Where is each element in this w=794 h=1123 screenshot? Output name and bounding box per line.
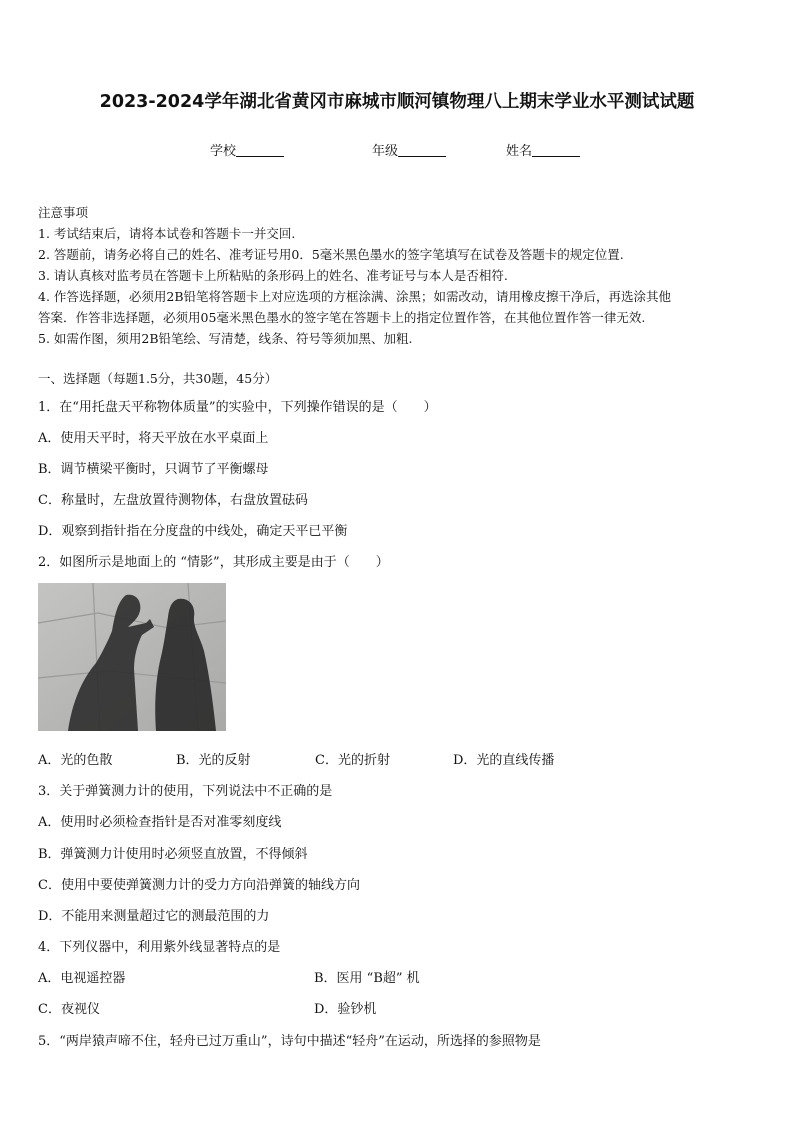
question-2-option-c[interactable]: C．光的折射 [315, 753, 390, 768]
shadow-photo-image [38, 583, 226, 731]
exam-title: 2023-2024学年湖北省黄冈市麻城市顺河镇物理八上期末学业水平测试试题 [99, 92, 695, 112]
note-item: 5. 如需作图，须用2B铅笔绘、写清楚，线条、符号等须加黑、加粗. [38, 331, 413, 346]
question-4-option-a[interactable]: A．电视遥控器 [38, 971, 126, 986]
question-4-option-c[interactable]: C．夜视仪 [38, 1002, 100, 1017]
name-blank[interactable] [532, 144, 580, 157]
school-label: 学校 [210, 144, 237, 159]
question-3-option-a[interactable]: A．使用时必须检查指针是否对准零刻度线 [38, 815, 282, 830]
name-field[interactable] [506, 140, 580, 159]
question-2-stem: 2．如图所示是地面上的 “情影”，其形成主要是由于（ ） [38, 555, 389, 570]
school-blank[interactable] [236, 144, 284, 157]
question-2-option-b[interactable]: B．光的反射 [176, 753, 251, 768]
question-1-option-c[interactable]: C．称量时，左盘放置待测物体，右盘放置砝码 [38, 493, 308, 508]
note-item: 2. 答题前，请务必将自己的姓名、准考证号用0．5毫米黑色墨水的签字笔填写在试卷及答题卡的规定位置. [38, 247, 624, 262]
question-4-option-b[interactable]: B．医用 “B超” 机 [314, 971, 420, 986]
school-field[interactable] [210, 140, 284, 159]
shadow-photo [38, 583, 226, 731]
question-5-stem: 5．“两岸猿声啼不住，轻舟已过万重山”，诗句中描述“轻舟”在运动，所选择的参照物是 [38, 1034, 541, 1049]
name-label: 姓名 [506, 144, 533, 159]
question-4-option-d[interactable]: D．验钞机 [314, 1002, 377, 1017]
question-4-stem: 4．下列仪器中，利用紫外线显著特点的是 [38, 940, 281, 955]
note-item: 4. 作答选择题，必须用2B铅笔将答题卡上对应选项的方框涂满、涂黑；如需改动，请用橡皮擦干净后，再选涂其他 [38, 289, 672, 304]
question-3-option-b[interactable]: B．弹簧测力计使用时必须竖直放置，不得倾斜 [38, 847, 308, 862]
question-2-option-a[interactable]: A．光的色散 [38, 753, 113, 768]
question-1-option-a[interactable]: A．使用天平时，将天平放在水平桌面上 [38, 431, 269, 446]
question-3-stem: 3．关于弹簧测力计的使用，下列说法中不正确的是 [38, 784, 333, 799]
question-2-option-d[interactable]: D．光的直线传播 [453, 753, 555, 768]
question-1-stem: 1．在“用托盘天平称物体质量”的实验中，下列操作错误的是（ ） [38, 400, 437, 415]
question-1-option-d[interactable]: D．观察到指针指在分度盘的中线处，确定天平已平衡 [38, 524, 348, 539]
grade-label: 年级 [372, 144, 399, 159]
question-3-option-d[interactable]: D．不能用来测量超过它的测最范围的力 [38, 909, 270, 924]
note-item: 1. 考试结束后，请将本试卷和答题卡一并交回. [38, 226, 296, 241]
question-1-option-b[interactable]: B．调节横梁平衡时，只调节了平衡螺母 [38, 462, 269, 477]
section-heading: 一、选择题（每题1.5分，共30题，45分） [38, 371, 278, 386]
note-item: 答案．作答非选择题，必须用05毫米黑色墨水的签字笔在答题卡上的指定位置作答，在其他位置作答一律无效. [38, 310, 646, 325]
grade-blank[interactable] [398, 144, 446, 157]
grade-field[interactable] [372, 140, 446, 159]
note-item: 3. 请认真核对监考员在答题卡上所粘贴的条形码上的姓名、准考证号与本人是否相符. [38, 268, 508, 283]
question-3-option-c[interactable]: C．使用中要使弹簧测力计的受力方向沿弹簧的轴线方向 [38, 878, 360, 893]
notes-heading: 注意事项 [38, 205, 89, 220]
